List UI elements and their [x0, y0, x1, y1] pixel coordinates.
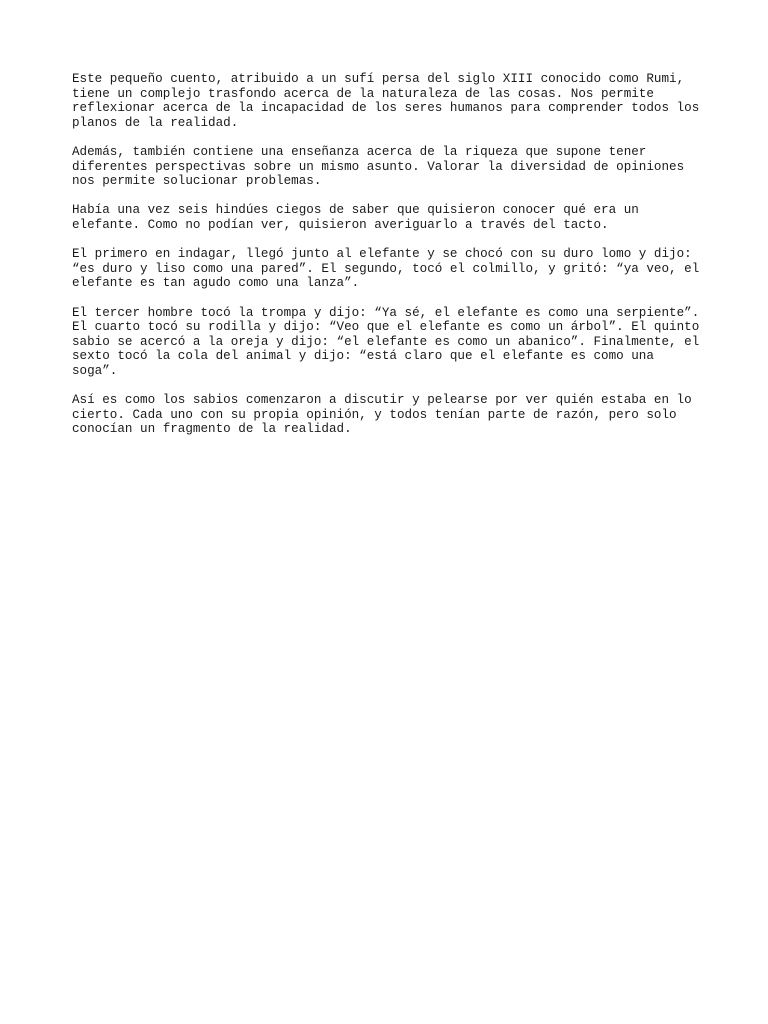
- text-line: Este pequeño cuento, atribuido a un sufí persa del siglo XIII conocido como Rumi,: [72, 72, 685, 86]
- paragraph-third-to-sixth: [72, 306, 702, 379]
- text-line: soga”.: [72, 363, 118, 378]
- text-line: El primero en indagar, llegó junto al elefante y se chocó con su duro lomo y dijo:: [72, 247, 692, 262]
- text-line: tiene un complejo trasfondo acerca de la naturaleza de las cosas. Nos permite: [72, 86, 654, 101]
- text-line: cierto. Cada uno con su propia opinión, y todos tenían parte de razón, pero solo: [72, 407, 677, 422]
- paragraph-first-second: [72, 247, 702, 291]
- text-line: Había una vez seis hindúes ciegos de saber que quisieron conocer qué era un: [72, 203, 639, 218]
- text-line: elefante. Como no podían ver, quisieron averiguarlo a través del tacto.: [72, 217, 609, 232]
- text-line: sabio se acercó a la oreja y dijo: “el elefante es como un abanico”. Finalmente, el: [72, 334, 700, 349]
- text-line: sexto tocó la cola del animal y dijo: “está claro que el elefante es como una: [72, 349, 654, 364]
- paragraph-lesson: [72, 145, 702, 189]
- paragraph-story-start: [72, 203, 702, 232]
- paragraph-conclusion: [72, 393, 702, 437]
- text-line: diferentes perspectivas sobre un mismo asunto. Valorar la diversidad de opiniones: [72, 159, 685, 174]
- document-body: [72, 72, 702, 451]
- text-line: El cuarto tocó su rodilla y dijo: “Veo que el elefante es como un árbol”. El quinto: [72, 320, 700, 335]
- text-line: El tercer hombre tocó la trompa y dijo: “Ya sé, el elefante es como una serpiente”.: [72, 305, 700, 320]
- text-line: planos de la realidad.: [72, 115, 239, 130]
- paragraph-intro: [72, 72, 702, 130]
- text-line: “es duro y liso como una pared”. El segundo, tocó el colmillo, y gritó: “ya veo, el: [72, 261, 700, 276]
- text-line: conocían un fragmento de la realidad.: [72, 422, 352, 437]
- text-line: Además, también contiene una enseñanza acerca de la riqueza que supone tener: [72, 144, 647, 159]
- text-line: elefante es tan agudo como una lanza”.: [72, 276, 360, 291]
- text-line: Así es como los sabios comenzaron a discutir y pelearse por ver quién estaba en lo: [72, 393, 692, 408]
- text-line: reflexionar acerca de la incapacidad de los seres humanos para comprender todos los: [72, 101, 700, 116]
- text-line: nos permite solucionar problemas.: [72, 174, 322, 189]
